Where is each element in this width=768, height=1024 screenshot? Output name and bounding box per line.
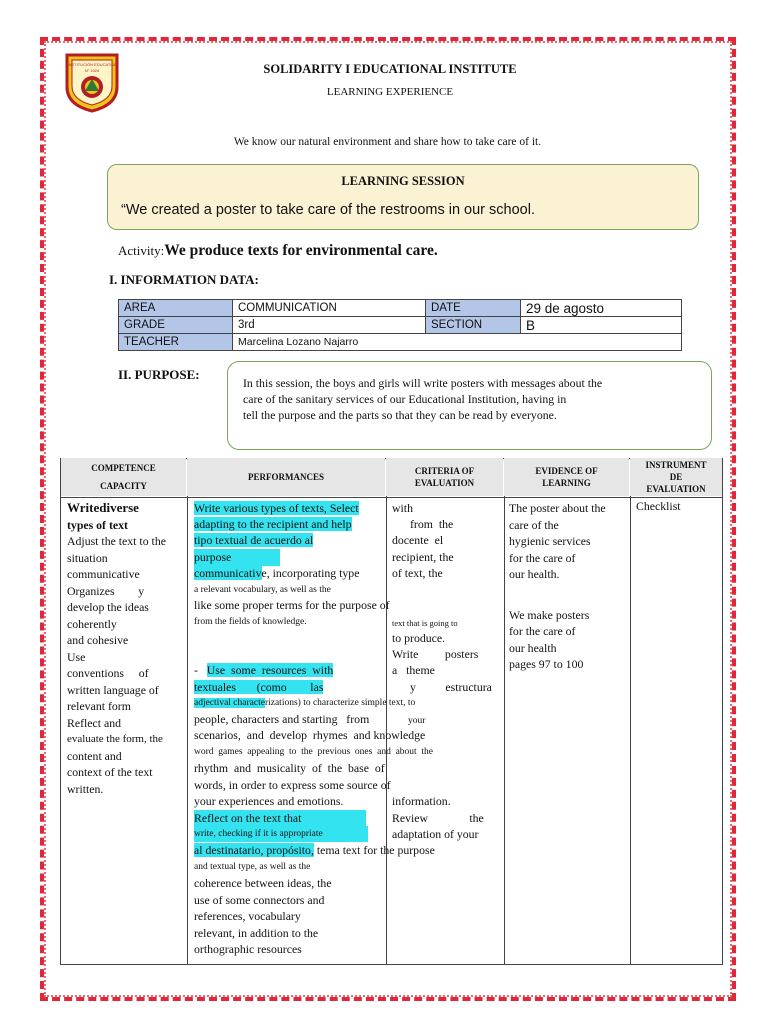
competence-line: coherently: [67, 616, 117, 631]
purpose-box: [227, 361, 712, 450]
performance-line: rhythm and musicality of the base of: [194, 761, 385, 775]
performance-line: [194, 549, 280, 566]
date-label: DATE: [426, 300, 521, 317]
institution-name: SOLIDARITY I EDUCATIONAL INSTITUTE: [263, 62, 517, 76]
area-label: AREA: [119, 300, 233, 317]
competence-line: situation: [67, 550, 108, 565]
criteria-line: adaptation of your: [392, 827, 479, 841]
competence-line: Organizes y: [67, 583, 145, 598]
activity-line: [118, 242, 438, 260]
column-divider: [187, 459, 188, 964]
competence-line: content and: [67, 748, 122, 763]
performance-line: words, in order to express some source of: [194, 778, 391, 792]
criteria-line: your: [408, 716, 426, 726]
performance-line: [194, 662, 333, 679]
criteria-line: of text, the: [392, 566, 443, 580]
performance-line: orthographic resources: [194, 942, 302, 956]
performance-line: like some proper terms for the purpose of: [194, 598, 390, 612]
performance-line: use of some connectors and: [194, 893, 325, 907]
performance-text: rizations) to characterize simple text, to: [264, 698, 416, 708]
performance-text: textuales (como las: [194, 680, 324, 694]
competence-line: relevant form: [67, 699, 131, 713]
performance-line: relevant, in addition to the: [194, 926, 319, 940]
evidence-line: We make posters: [509, 607, 590, 622]
performance-line: and textual type, as well as the: [194, 862, 311, 872]
header-criteria: [386, 458, 503, 496]
competence-line: Adjust the text to the: [67, 534, 166, 548]
date-value: 29 de agosto: [521, 300, 682, 317]
competence-line: conventions of: [67, 666, 149, 680]
header-divider: [61, 497, 722, 498]
criteria-line: a theme: [392, 663, 435, 677]
criteria-line: docente el: [392, 533, 444, 547]
header-text: EVALUATION: [646, 484, 706, 494]
performance-text: Use some resources with: [206, 663, 334, 677]
performance-line: [194, 500, 359, 517]
performance-text: adapting to the recipient and help: [194, 517, 352, 531]
performance-line: [194, 679, 323, 696]
school-logo-icon: [61, 51, 123, 113]
purpose-line: tell the purpose and the parts so that they can be read by everyone.: [243, 408, 557, 422]
tagline: We know our natural environment and share how to take care of it.: [233, 136, 542, 148]
document-subtitle: LEARNING EXPERIENCE: [326, 86, 454, 98]
section-label: SECTION: [426, 317, 521, 334]
performance-line: coherence between ideas, the: [194, 876, 332, 890]
performance-text: write, checking if it is appropriate: [194, 826, 368, 842]
performance-line: [194, 695, 415, 712]
evidence-line: The poster about the: [509, 501, 606, 515]
performance-line: [194, 532, 378, 549]
performance-line: word games appealing to the previous ones and about the: [194, 747, 434, 757]
performance-text: -: [194, 663, 207, 677]
header-text: COMPETENCE: [91, 463, 156, 473]
evidence-line: pages 97 to 100: [509, 657, 584, 671]
performance-text: Write various types of texts, Select: [194, 501, 359, 515]
performance-line: from the fields of knowledge.: [194, 617, 307, 627]
criteria-line: information.: [392, 794, 451, 808]
header-text: LEARNING: [542, 478, 591, 488]
competence-line: and cohesive: [67, 633, 129, 647]
evidence-line: hygienic services: [509, 534, 591, 548]
competence-cell: [67, 500, 185, 797]
criteria-line: to produce.: [392, 631, 446, 645]
grade-value: 3rd: [233, 317, 426, 334]
criteria-line: recipient, the: [392, 550, 454, 564]
column-divider: [386, 459, 387, 964]
performance-line: [194, 826, 368, 842]
teacher-value: Marcelina Lozano Najarro: [233, 334, 682, 351]
header-competence: [61, 458, 186, 496]
criteria-line: from the: [410, 517, 454, 531]
performance-line: a relevant vocabulary, as well as the: [194, 585, 331, 595]
performance-line: your experiences and emotions.: [194, 794, 344, 808]
competence-title: types of text: [67, 517, 128, 532]
evidence-line: our health.: [509, 567, 560, 581]
header-text: CRITERIA OF: [414, 466, 475, 476]
performance-line: [194, 565, 359, 582]
header-text: CAPACITY: [100, 481, 147, 491]
activity-label: Activity:: [118, 243, 165, 258]
competence-line: context of the text: [67, 765, 153, 779]
learning-session-quote: “We created a poster to take care of the restrooms in our school.: [121, 202, 535, 218]
performance-line: scenarios, and develop rhymes and knowledge: [194, 728, 426, 742]
purpose-line: In this session, the boys and girls will write posters with messages about the: [243, 376, 603, 390]
competence-line: communicative: [67, 567, 140, 581]
performance-line: people, characters and starting from: [194, 712, 370, 726]
area-value: COMMUNICATION: [233, 300, 426, 317]
information-heading: I. INFORMATION DATA:: [109, 272, 259, 287]
grade-label: GRADE: [119, 317, 233, 334]
performance-text: adjectival characte: [194, 698, 265, 708]
header-performances: PERFORMANCES: [187, 458, 385, 496]
header-text: EVALUATION: [414, 478, 475, 488]
information-table: [118, 299, 682, 351]
criteria-line: text that is going to: [392, 618, 458, 628]
header-evidence: [504, 458, 629, 496]
competence-line: evaluate the form, the: [67, 733, 163, 745]
evidence-line: care of the: [509, 517, 559, 532]
evidence-line: for the care of: [509, 624, 576, 638]
criteria-line: y estructura: [410, 680, 492, 694]
performance-text: e, incorporating type: [261, 566, 360, 580]
competence-line: written.: [67, 781, 104, 796]
evidence-line: for the care of: [509, 550, 576, 565]
criteria-line: Write posters: [392, 647, 479, 661]
competence-line: Use: [67, 649, 86, 664]
performance-line: [194, 516, 352, 533]
competence-line: Reflect and: [67, 715, 122, 730]
logo-text-top: INSTITUCIÓN EDUCATIVA: [67, 62, 117, 67]
performance-line: references, vocabulary: [194, 909, 301, 923]
performance-text: tema text for the purpose: [313, 843, 435, 857]
performance-line: [194, 842, 435, 859]
competence-title: Writediverse: [67, 500, 139, 515]
competence-line: develop the ideas: [67, 600, 149, 614]
purpose-line: care of the sanitary services of our Educational Institution, having in: [243, 392, 567, 406]
logo-text-num: N° 1024: [84, 68, 100, 73]
header-text: DE: [669, 472, 683, 482]
learning-session-box: [107, 164, 699, 230]
evidence-cell: [509, 500, 629, 673]
evidence-line: our health: [509, 640, 557, 655]
performance-line: [194, 810, 366, 827]
performance-text: tipo textual de acuerdo al: [194, 533, 314, 547]
criteria-line: Review the: [392, 811, 484, 825]
learning-session-title: LEARNING SESSION: [341, 174, 465, 188]
column-divider: [504, 459, 505, 964]
performance-text: Reflect on the text that: [194, 810, 366, 827]
performance-text: communicativ: [194, 566, 262, 580]
section-value: B: [521, 317, 682, 334]
performance-text: al destinatario, propósito,: [194, 843, 314, 857]
performance-text: purpose: [194, 549, 280, 566]
activity-text: We produce texts for environmental care.: [164, 242, 438, 259]
criteria-line: with: [392, 501, 413, 515]
competence-line: written language of: [67, 682, 159, 697]
purpose-text: [243, 375, 673, 423]
header-instrument: [630, 458, 722, 496]
teacher-label: TEACHER: [119, 334, 233, 351]
purpose-heading: II. PURPOSE:: [118, 367, 200, 382]
header-text: INSTRUMENT: [645, 460, 707, 470]
header-text: EVIDENCE OF: [535, 466, 598, 476]
instrument-value: Checklist: [636, 499, 681, 513]
column-divider: [630, 459, 631, 964]
